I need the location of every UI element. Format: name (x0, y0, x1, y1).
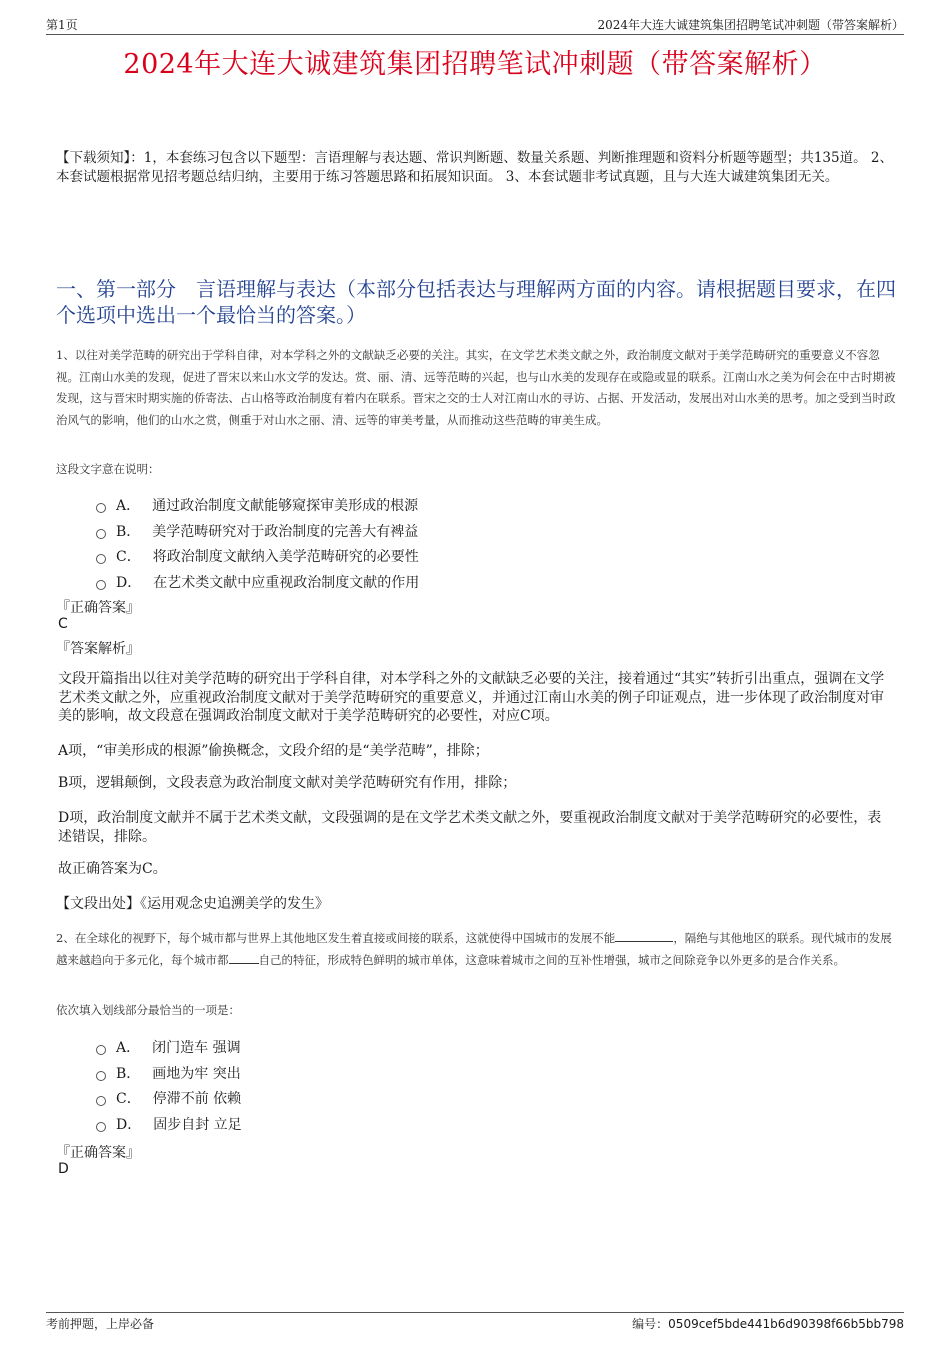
radio-icon[interactable] (96, 1096, 106, 1106)
option-key: B． (116, 523, 141, 540)
option-text: 通过政治制度文献能够窥探审美形成的根源 (152, 497, 419, 514)
analysis-option-d: D项，政治制度文献并不属于艺术类文献，文段强调的是在文学艺术类文献之外，要重视政治制度文献对于美学范畴研究的必要性，表述错误，排除。 (58, 810, 882, 845)
page-header (46, 14, 904, 35)
analysis-label: 『答案解析』 (56, 641, 140, 657)
option-text: 美学范畴研究对于政治制度的完善大有裨益 (152, 523, 419, 540)
option-key: A． (116, 497, 141, 514)
radio-icon[interactable] (96, 529, 106, 539)
page-number: 第1页 (46, 18, 78, 32)
option-b[interactable] (96, 1060, 242, 1086)
option-key: D． (116, 1116, 142, 1133)
radio-icon[interactable] (96, 580, 106, 590)
answer-value: D (58, 1161, 69, 1177)
answer-label: 『正确答案』 (56, 600, 140, 616)
answer-label: 『正确答案』 (56, 1145, 140, 1161)
question-2-options (96, 1034, 242, 1137)
header-doc-title: 2024年大连大诚建筑集团招聘笔试冲刺题（带答案解析） (597, 18, 904, 32)
option-text: 停滞不前 依赖 (152, 1091, 242, 1108)
option-b[interactable] (96, 518, 419, 544)
option-c[interactable] (96, 1085, 242, 1111)
radio-icon[interactable] (96, 554, 106, 564)
option-c[interactable] (96, 543, 419, 569)
download-notice: 【下载须知】：1，本套练习包含以下题型：言语理解与表达题、常识判断题、数量关系题、判断推理题和资料分析题等题型；共135道。 2、本套试题根据常见招考题总结归纳，主要用于练习答题思路和拓展知识面。 3、本套试题非考试真题，且与大连大诚建筑集团无关。 (56, 150, 893, 185)
radio-icon[interactable] (96, 1071, 106, 1081)
option-text: 画地为牢 突出 (152, 1065, 241, 1082)
option-key: A． (116, 1039, 141, 1056)
question-2-stem: 依次填入划线部分最恰当的一项是： (56, 1003, 240, 1017)
option-key: B． (116, 1065, 141, 1082)
question-1-options (96, 492, 419, 595)
blank-2[interactable] (229, 951, 259, 964)
analysis-paragraph: 文段开篇指出以往对美学范畴的研究出于学科自律，对本学科之外的文献缺乏必要的关注，接着通过“其实”转折引出重点，强调在文学艺术类文献之外，应重视政治制度文献对于美学范畴研究的重要意义，并通过江南山水美的例子印证观点，进一步体现了政治制度对审美的影响，故文段意在强调政治制度文献对于美学范畴研究的必要性，对应C项。 (58, 671, 885, 724)
option-text: 将政治制度文献纳入美学范畴研究的必要性 (152, 549, 419, 566)
analysis-option-b: B项，逻辑颠倒，文段表意为政治制度文献对美学范畴研究有作用，排除； (58, 775, 517, 791)
radio-icon[interactable] (96, 503, 106, 513)
section-heading: 一、第一部分 言语理解与表达（本部分包括表达与理解两方面的内容。请根据题目要求，在四个选项中选出一个最恰当的答案。） (56, 277, 896, 327)
option-key: C． (116, 549, 141, 566)
option-a[interactable] (96, 492, 419, 518)
source-citation: 【文段出处】《运用观念史追溯美学的发生》 (56, 896, 329, 912)
analysis-conclusion: 故正确答案为C。 (58, 861, 167, 877)
option-d[interactable] (96, 569, 419, 595)
option-d[interactable] (96, 1111, 242, 1137)
option-key: C． (116, 1091, 141, 1108)
option-a[interactable] (96, 1034, 242, 1060)
blank-1[interactable] (615, 929, 673, 942)
radio-icon[interactable] (96, 1122, 106, 1132)
option-text: 闭门造车 强调 (152, 1039, 241, 1056)
footer-slogan: 考前押题，上岸必备 (46, 1317, 155, 1331)
question-2-text: 2、在全球化的视野下，每个城市都与世界上其他地区发生着直接或间接的联系，这就使得中国城市的发展不能 ，隔绝与其他地区的联系。现代城市的发展越来越趋向于多元化，每个城市都 自己的特征，形成特色鲜明的城市单体，这意味着城市之间的互补性增强，城市之间除竞争以外更多的是合作关系。 (56, 931, 892, 967)
option-key: D． (116, 574, 142, 591)
page-footer (46, 1312, 904, 1331)
document-title: 2024年大连大诚建筑集团招聘笔试冲刺题（带答案解析） (123, 49, 827, 80)
document-code: 编号：0509cef5bde441b6d90398f66b5bb798 (632, 1317, 904, 1331)
question-1-stem: 这段文字意在说明： (56, 462, 160, 476)
radio-icon[interactable] (96, 1045, 106, 1055)
answer-value: C (58, 616, 68, 632)
question-1-text: 1、以往对美学范畴的研究出于学科自律，对本学科之外的文献缺乏必要的关注。其实，在文学艺术类文献之外，政治制度文献对于美学范畴研究的重要意义不容忽视。江南山水美的发现，促进了晋宋以来山水文学的发达。赏、丽、清、远等范畴的兴起，也与山水美的发现存在或隐或显的联系。江南山水之美为何会在中古时期被发现，这与晋宋时期实施的侨寄法、占山格等政治制度有着内在联系。晋宋之交的士人对江南山水的寻访、占据、开发活动，发展出对山水美的思考。加之受到当时政治风气的影响，他们的山水之赏，侧重于对山水之丽、清、远等的审美考量，从而推动这些范畴的审美生成。 (56, 348, 896, 427)
option-text: 固步自封 立足 (153, 1116, 242, 1133)
analysis-option-a: A项，“审美形成的根源”偷换概念，文段介绍的是“美学范畴”，排除； (58, 743, 489, 759)
option-text: 在艺术类文献中应重视政治制度文献的作用 (153, 574, 420, 591)
